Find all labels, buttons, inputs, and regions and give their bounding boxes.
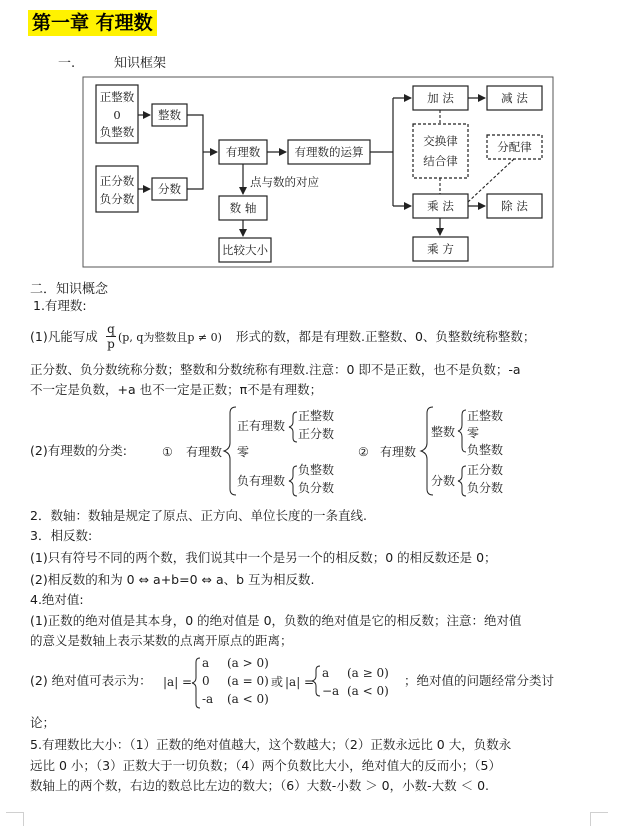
label-addition: 加 法 <box>427 91 454 105</box>
label-commutative-law: 交换律 <box>423 134 458 148</box>
concept-rational-title: 1.有理数: <box>33 298 87 313</box>
class1-negative-rational: 负有理数 <box>237 474 286 488</box>
abs-case1-value: a <box>202 656 210 670</box>
chapter-title: 第一章 有理数 <box>28 10 157 36</box>
class1-negative-integer: 负整数 <box>298 463 335 477</box>
class1-positive-fraction: 正分数 <box>298 427 335 441</box>
class2-negative-integer: 负整数 <box>467 443 504 457</box>
crop-mark-right-vertical <box>590 812 591 826</box>
concept-compare-line2: 远比 0 小；（3）正数大于一切负数；（4）两个负数比大小，绝对值大的反而小；（5） <box>30 758 502 773</box>
label-fraction: 分数 <box>158 182 181 196</box>
crop-mark-right <box>590 812 608 813</box>
rational-def-prefix: (1)凡能写成 <box>30 329 98 344</box>
abs-or: 或 <box>271 675 284 689</box>
class2-fraction: 分数 <box>431 474 456 488</box>
concept-compare-line1: 5.有理数比大小：（1）正数的绝对值越大，这个数越大；（2）正数永远比 0 大，负数永 <box>30 737 512 752</box>
label-associative-law: 结合律 <box>423 154 458 168</box>
abs-lhs-1: |a| = <box>163 675 193 689</box>
label-subtraction: 减 法 <box>501 91 528 105</box>
concept-number-line: 2．数轴：数轴是规定了原点、正方向、单位长度的一条直线. <box>30 508 367 523</box>
abs-case3-condition: (a < 0) <box>227 692 269 706</box>
rational-def-line2: 正分数、负分数统称分数；整数和分数统称有理数.注意：0 即不是正数，也不是负数；-a <box>30 362 521 377</box>
label-number-line: 数 轴 <box>229 201 257 215</box>
label-point-number-correspondence: 点与数的对应 <box>250 175 319 189</box>
concept-opposite-line2: (2)相反数的和为 0 ⇔ a+b=0 ⇔ a、b 互为相反数. <box>30 572 315 587</box>
fraction-numerator: q <box>107 322 115 336</box>
abs-alt-case1-value: a <box>322 666 330 680</box>
label-power: 乘 方 <box>427 242 454 256</box>
abs-alt-case1-condition: (a ≥ 0) <box>347 666 389 680</box>
fraction-condition: (p, q为整数且p ≠ 0) <box>118 331 222 344</box>
class1-zero: 零 <box>237 445 250 459</box>
class1-marker: ① <box>162 445 173 459</box>
label-positive-integer: 正整数 <box>99 90 135 104</box>
label-operations: 有理数的运算 <box>294 145 364 159</box>
label-positive-fraction: 正分数 <box>99 174 135 188</box>
absolute-formula-prefix: (2) 绝对值可表示为： <box>30 673 152 688</box>
abs-alt-case2-condition: (a < 0) <box>347 684 389 698</box>
label-rational: 有理数 <box>225 145 261 159</box>
rational-def-suffix: 形式的数，都是有理数.正整数、0、负整数统称整数； <box>236 329 536 344</box>
abs-alt-case2-value: −a <box>322 684 340 698</box>
classification-label: (2)有理数的分类: <box>30 443 127 458</box>
absolute-formula-continuation: 论； <box>30 715 56 730</box>
class1-positive-rational: 正有理数 <box>237 419 286 433</box>
concept-absolute-line1: (1)正数的绝对值是其本身，0 的绝对值是 0，负数的绝对值是它的相反数；注意：绝对值 <box>30 613 522 628</box>
concept-absolute-title: 4.绝对值: <box>30 592 84 607</box>
concept-opposite-title: 3．相反数: <box>30 528 93 543</box>
concept-absolute-line2: 的意义是数轴上表示某数的点离开原点的距离； <box>30 633 293 648</box>
class2-positive-integer: 正整数 <box>467 409 504 423</box>
class1-positive-integer: 正整数 <box>298 409 335 423</box>
class2-marker: ② <box>358 445 369 459</box>
label-integer: 整数 <box>158 108 181 122</box>
absolute-formula-suffix: ；绝对值的问题经常分类讨 <box>404 673 555 688</box>
class2-positive-fraction: 正分数 <box>467 463 504 477</box>
class2-root: 有理数 <box>380 445 417 459</box>
abs-case2-value: 0 <box>202 674 210 688</box>
section-number: 一. <box>58 56 76 71</box>
label-negative-integer: 负整数 <box>99 125 135 139</box>
crop-mark-left-vertical <box>23 812 24 826</box>
class2-integer: 整数 <box>431 425 456 439</box>
label-distributive-law: 分配律 <box>497 140 532 154</box>
abs-case1-condition: (a > 0) <box>227 656 269 670</box>
label-compare-size: 比较大小 <box>222 243 268 257</box>
label-negative-fraction: 负分数 <box>99 192 135 206</box>
class2-negative-fraction: 负分数 <box>467 481 504 495</box>
abs-case2-condition: (a = 0) <box>227 674 269 688</box>
abs-case3-value: -a <box>202 692 214 706</box>
section-heading-concepts: 二．知识概念 <box>30 282 109 297</box>
label-zero: 0 <box>113 108 121 122</box>
crop-mark-left <box>6 812 24 813</box>
class2-zero: 零 <box>467 426 480 440</box>
fraction-denominator: p <box>107 337 115 351</box>
label-division: 除 法 <box>501 199 528 213</box>
rational-def-line3: 不一定是负数，+a 也不一定是正数；π不是有理数； <box>30 382 323 397</box>
class1-negative-fraction: 负分数 <box>298 481 335 495</box>
concept-opposite-line1: (1)只有符号不同的两个数，我们说其中一个是另一个的相反数；0 的相反数还是 0； <box>30 550 497 565</box>
concept-compare-line3: 数轴上的两个数，右边的数总比左边的数大；（6）大数-小数 ＞ 0，小数-大数 ＜ 0. <box>30 778 489 793</box>
label-multiplication: 乘 法 <box>427 199 454 213</box>
abs-lhs-2: |a| = <box>285 675 315 689</box>
class1-root: 有理数 <box>186 445 223 459</box>
section-heading-framework: 知识框架 <box>114 56 167 71</box>
